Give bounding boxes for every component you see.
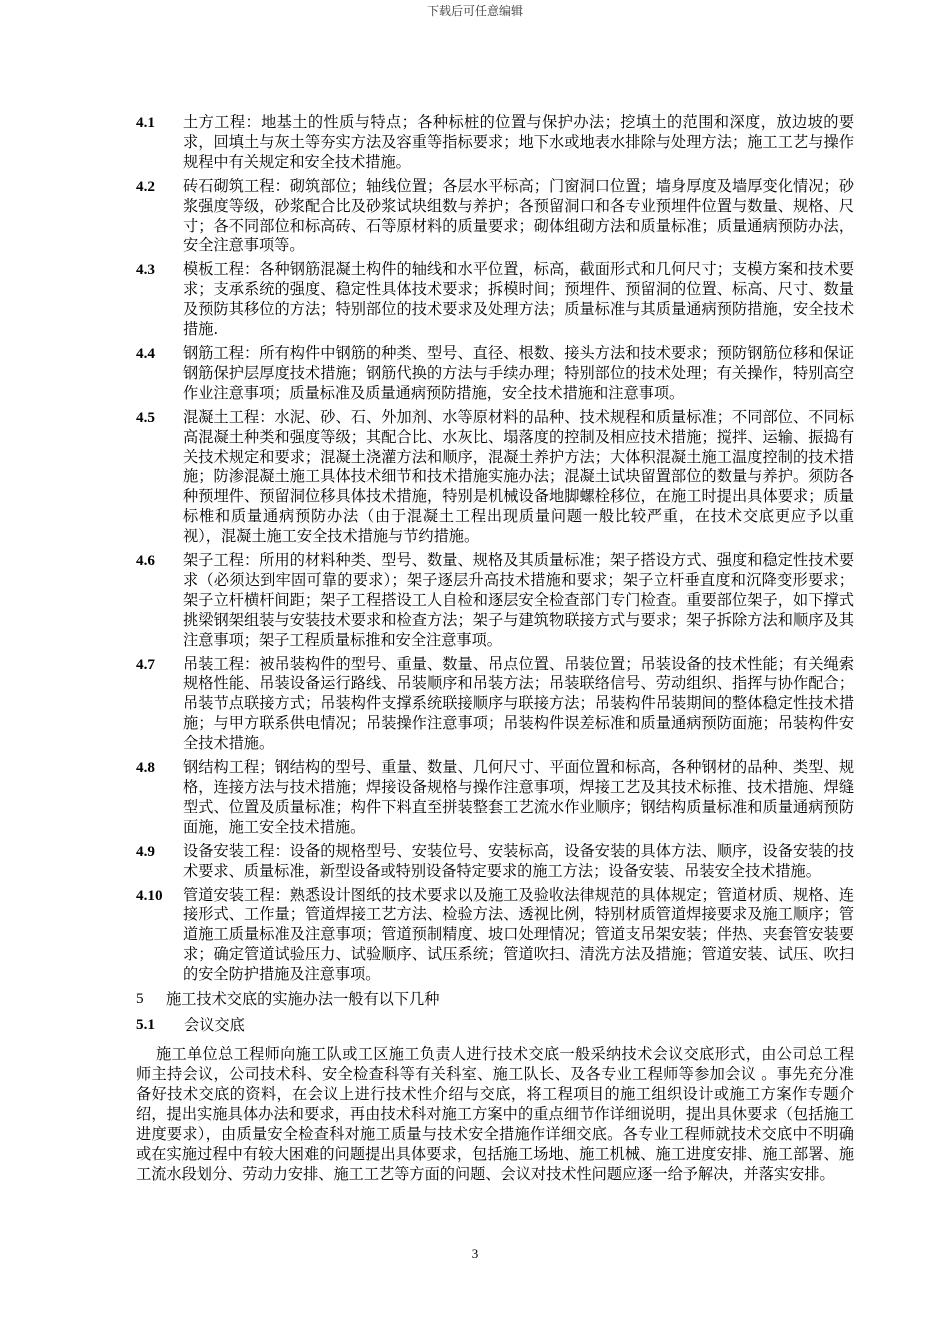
subsection-title: 会议交底 (184, 1016, 245, 1035)
list-item (136, 655, 854, 755)
list-item (136, 551, 854, 651)
item-text: 土方工程：地基土的性质与特点；各种标桩的位置与保护办法；挖填土的范围和深度，放边坡的要求，回填土与灰土等夯实方法及容重等指标要求；地下水或地表水排除与处理方法；施工工艺与操作规程中有关规定和安全技术措施。 (183, 113, 854, 171)
item-text: 模板工程：各种钢筋混凝土构件的轴线和水平位置，标高，截面形式和几何尺寸；支模方案和技术要求；支承系统的强度、稳定性具体技术要求；拆模时间；预埋件、预留洞的位置、标高、尺寸、数量及预防其移位的方法；特别部位的技术要求及处理方法；质量标准与其质量通病预防措施，安全技术措施. (183, 260, 854, 339)
item-text: 设备安装工程：设备的规格型号、安装位号、安装标高，设备安装的具体方法、顺序，设备安装的技术要求、质量标准，新型设备或特别设备特定要求的施工方法；设备安装、吊装安全技术措施。 (183, 841, 854, 880)
item-number: 4.6 (136, 552, 155, 570)
item-number: 4.9 (136, 842, 155, 860)
item-text: 钢结构工程；钢结构的型号、重量、数量、几何尺寸、平面位置和标高，各种钢材的品种、类型、规格，连接方法与技术措施；焊接设备规格与操作注意事项，焊接工艺及其技术标推、技术措施、焊缝型式、位置及质量标准；构件下料直至拼装整套工艺流水作业顺序；钢结构质量标准和质量通病预防面施，施工安全技术措施。 (183, 758, 854, 836)
item-text: 架子工程：所用的材料种类、型号、数量、规格及其质量标准；架子搭设方式、强度和稳定性技术要求（必须达到牢固可靠的要求）；架子逐层升高技术措施和要求；架子立杆垂直度和沉降变形要求；架子立杆横杆间距；架子工程搭设工人自检和逐层安全检查部门专门检查。重要部位架子，如下撑式挑梁钢架组装与安装技术要求和检查方法；架子与建筑物联接方式与要求；架子拆除方法和顺序及其注意事项；架子工程质量标推和安全注意事项。 (183, 551, 854, 649)
item-number: 4.1 (136, 114, 155, 131)
list-item (136, 842, 854, 882)
item-text: 钢筋工程：所有构件中钢筋的种类、型号、直径、根数、接头方法和技术要求；预防钢筋位移和保证钢筋保护层厚度技术措施；钢筋代换的方法与手续办理；特别部位的技术处理；有关操作，特别高空作业注意事项；质量标准及质量通病预防措施，安全技术措施和注意事项。 (183, 343, 854, 402)
item-number: 4.4 (136, 344, 155, 362)
item-number: 4.8 (136, 759, 155, 777)
list-item (136, 408, 854, 547)
document-body (136, 113, 854, 1184)
list-item (136, 260, 854, 340)
item-text: 砖石砌筑工程：砌筑部位；轴线位置；各层水平标高；门窗洞口位置；墙身厚度及墙厚变化情况；砂浆强度等级，砂浆配合比及砂浆试块组数与养护；各预留洞口和各专业预埋件位置与数量、规格、尺寸；各不同部位和标高砖、石等原材料的质量要求；砌体组砌方法和质量标准；质量通病预防办法，安全注意事项等。 (183, 176, 854, 255)
item-number: 4.10 (136, 886, 163, 904)
section-title: 施工技术交底的实施办法一般有以下几种 (166, 990, 440, 1009)
item-text: 混凝土工程：水泥、砂、石、外加剂、水等原材料的品种、技术规程和质量标准；不同部位、不同标高混凝土种类和强度等级；其配合比、水灰比、塌落度的控制及相应技术措施；搅拌、运输、振捣有关技术规定和要求；混凝土浇灌方法和顺序，混凝土养护方法；大体积混凝土施工温度控制的技术措施；防渗混凝土施工具体技术细节和技术措施实施办法；混凝土试块留置部位的数量与养护。须防各种预埋件、预留洞位移具体技术措施，特别是机械设备地脚螺栓移位，在施工时提出具体要求；质量标椎和质量通病预防办法（由于混凝土工程出现质量问题一般比较严重，在技术交底更应予以重视），混凝土施工安全技术措施与节约措施。 (183, 407, 854, 546)
list-item (136, 758, 854, 838)
item-number: 4.5 (136, 408, 155, 426)
list-item (136, 886, 854, 986)
subsection-number: 5.1 (136, 1016, 155, 1034)
section-number: 5 (136, 990, 144, 1008)
item-number: 4.2 (136, 177, 155, 195)
body-paragraph: 施工单位总工程师向施工队或工区施工负责人进行技术交底一般采纳技术会议交底形式，由公司总工程师主持会议，公司技术科、安全检查科等有关科室、施工队长、及各专业工程师等参加会议 。事先充分准备好技术交底的资料，在会议上进行技术性介绍与交底，将工程项目的施工组织设计或施工方案作专题介绍，提出实施具体办法和要求，再由技术科对施工方案中的重点细节作详细说明，提出具休要求（包括施工进度要求），由质量安全检查科对施工质量与技术安全措施作详细交底。各专业工程师就技术交底中不明确或在实施过程中有较大困难的问题提出具体要求，包括施工场地、施工机械、施工进度安排、施工部署、施工流水段划分、劳动力安排、施工工艺等方面的问题、会议对技术性问题应逐一给予解决，并落实安排。 (136, 1045, 854, 1183)
page-number: 3 (471, 1246, 479, 1261)
item-text: 管道安装工程：熟悉设计图纸的技术要求以及施工及验收法律规范的具体规定；管道材质、规格、连接形式、工作量；管道焊接工艺方法、检验方法、透视比例，特别材质管道焊接要求及施工顺序；管道施工质量标准及注意事项；管道预制精度、坡口处理情况；管道支吊架安装；伴热、夹套管安装要求；确定管道试验压力、试验顺序、试压系统；管道吹扫、清洗方法及措施；管道安装、试压、吹扫的安全防护措施及注意事项。 (183, 885, 854, 984)
item-text: 吊装工程：被吊装构件的型号、重量、数量、吊点位置、吊装位置；吊装设备的技术性能；有关绳索规格性能、吊装设备运行路线、吊装顺序和吊装方法；吊装联络信号、劳动组织、指挥与协作配合；吊装节点联接方式；吊装构件支撑系统联接顺序与联接方法；吊装构件吊装期间的整体稳定性技术措施；与甲方联系供电情况；吊装操作注意事项；吊装构件误差标准和质量通病预防面施；吊装构件安全技术措施。 (183, 654, 854, 753)
section-heading (136, 989, 854, 1009)
list-item (136, 177, 854, 257)
subsection-heading (136, 1015, 854, 1035)
item-number: 4.7 (136, 655, 155, 673)
list-item (136, 344, 854, 404)
list-item (136, 113, 854, 173)
page-header: 下载后可任意编辑 (426, 4, 523, 18)
item-number: 4.3 (136, 261, 155, 279)
